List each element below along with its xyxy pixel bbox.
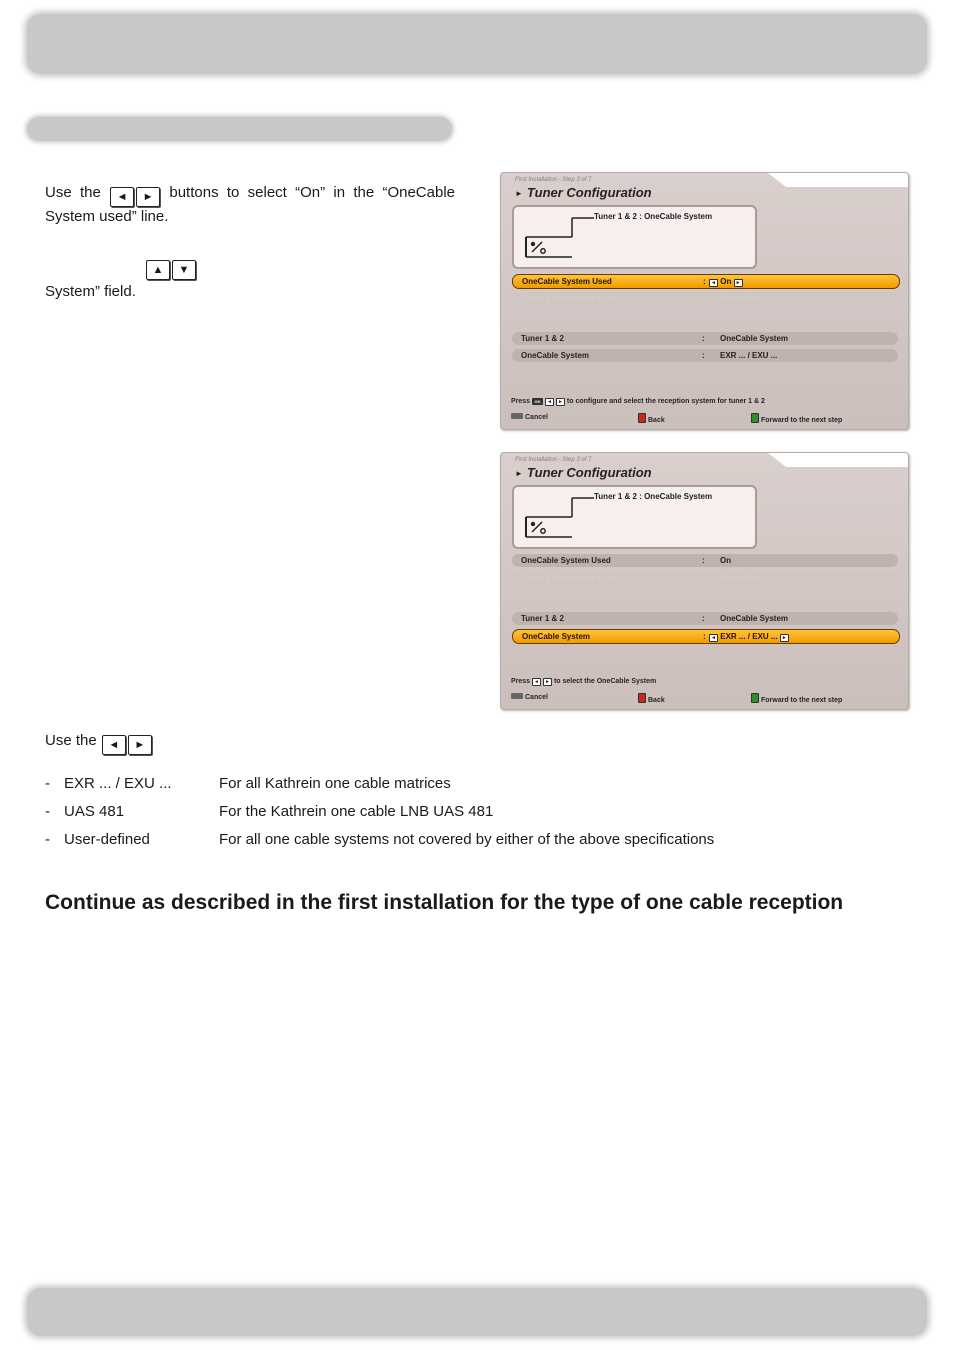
play-triangle-icon: ►	[515, 469, 523, 478]
right-arrow-key-icon: ►	[136, 187, 160, 207]
hint-text: to select the OneCable System	[553, 678, 657, 685]
tuner2-connection-row	[512, 292, 898, 305]
red-button-icon	[638, 413, 646, 423]
tuner-1-2-row[interactable]	[512, 332, 898, 345]
tuner-info-box	[512, 205, 757, 269]
list-dash: -	[45, 831, 50, 848]
footer-bar	[27, 1288, 927, 1336]
screen-hint	[511, 398, 765, 406]
row-label: OneCable System	[521, 351, 590, 360]
tuner-config-screen-2	[500, 452, 909, 710]
list-dash: -	[45, 775, 50, 792]
right-arrow-icon: ►	[556, 398, 565, 406]
ok-button-icon: OK	[532, 398, 543, 405]
hint-lead: Press	[511, 398, 531, 405]
exit-button-icon	[511, 693, 523, 699]
left-arrow-icon: ◄	[545, 398, 554, 406]
row-label: OneCable System Used	[521, 556, 611, 565]
row-value-text: On	[720, 277, 732, 286]
hint-text: to configure and select the reception system for tuner 1 & 2	[566, 398, 765, 405]
row-label: OneCable System Used	[522, 277, 612, 286]
row-colon: :	[703, 277, 706, 286]
row-value	[709, 630, 789, 643]
row-value: OneCable System	[720, 614, 789, 623]
row-value-text: EXR ... / EXU ...	[720, 632, 778, 641]
back-label: Back	[648, 697, 665, 704]
row-colon: :	[702, 556, 705, 565]
forward-hint	[751, 413, 842, 424]
instruction-paragraph-3	[45, 731, 153, 755]
screen-title-text: Tuner Configuration	[526, 465, 652, 480]
row-value: OneCable System	[720, 334, 789, 343]
option-description: For the Kathrein one cable LNB UAS 481	[219, 803, 494, 820]
green-button-icon	[751, 693, 759, 703]
instruction-3-lead: Use the	[45, 732, 97, 749]
screen-step-label: First Installation - Step 3 of 7	[515, 457, 592, 463]
row-colon: :	[702, 351, 705, 360]
row-label: OneCable System	[522, 632, 591, 641]
onecable-system-row[interactable]	[512, 629, 900, 644]
instruction-paragraph-2: System” field.	[45, 283, 136, 300]
tuner-config-screen-1	[500, 172, 909, 430]
row-value: EXR ... / EXU ...	[720, 351, 778, 360]
left-arrow-key-icon: ◄	[102, 735, 126, 755]
continue-heading: Continue as described in the first installation for the type of one cable reception	[45, 891, 844, 914]
left-arrow-icon: ◄	[709, 279, 718, 287]
screen-title	[515, 465, 652, 480]
info-box-label: Tuner 1 & 2 : OneCable System	[594, 212, 713, 221]
right-arrow-icon: ►	[734, 279, 743, 287]
forward-label: Forward to the next step	[761, 697, 843, 704]
screen-tab-notch	[768, 173, 908, 187]
left-arrow-icon: ◄	[532, 678, 541, 686]
screen-step-label: First Installation - Step 3 of 7	[515, 177, 592, 183]
onecable-used-row[interactable]	[512, 554, 898, 567]
left-arrow-key-icon: ◄	[110, 187, 134, 207]
screen-title	[515, 185, 652, 200]
right-arrow-key-icon: ►	[128, 735, 152, 755]
row-colon: :	[702, 614, 705, 623]
row-label: Tuner 2 Connection type	[521, 294, 615, 303]
down-arrow-key-icon: ▼	[172, 260, 196, 280]
right-arrow-icon: ►	[543, 678, 552, 686]
list-dash: -	[45, 803, 50, 820]
back-label: Back	[648, 417, 665, 424]
row-value: On	[720, 556, 732, 565]
row-colon: :	[703, 632, 706, 641]
tuner-info-box	[512, 485, 757, 549]
row-value: Separation	[720, 574, 762, 583]
left-arrow-icon: ◄	[709, 634, 718, 642]
green-button-icon	[751, 413, 759, 423]
section-title-bar	[27, 117, 452, 141]
instruction-paragraph-1	[45, 183, 455, 227]
forward-hint	[751, 693, 842, 704]
hint-lead: Press	[511, 678, 531, 685]
header-bar	[27, 14, 927, 74]
screen-tab-notch	[768, 453, 908, 467]
play-triangle-icon: ►	[515, 189, 523, 198]
option-term: UAS 481	[64, 803, 125, 820]
option-description: For all one cable systems not covered by either of the above specifications	[219, 831, 715, 848]
screen-title-text: Tuner Configuration	[526, 185, 652, 200]
right-arrow-icon: ►	[780, 634, 789, 642]
cancel-hint	[511, 693, 548, 701]
option-term: EXR ... / EXU ...	[64, 775, 172, 792]
back-hint	[638, 413, 665, 424]
row-colon: :	[702, 334, 705, 343]
instruction-1-text: buttons to select “On” in the “OneCable System used” line.	[45, 184, 455, 225]
onecable-used-row[interactable]	[512, 274, 900, 289]
back-hint	[638, 693, 665, 704]
screen-hint	[511, 678, 656, 686]
row-value: Separation	[720, 294, 762, 303]
forward-label: Forward to the next step	[761, 417, 843, 424]
row-label: Tuner 1 & 2	[521, 334, 564, 343]
exit-button-icon	[511, 413, 523, 419]
instruction-2-keys	[145, 256, 197, 280]
cancel-label: Cancel	[525, 694, 548, 701]
tuner-1-2-row[interactable]	[512, 612, 898, 625]
up-arrow-key-icon: ▲	[146, 260, 170, 280]
option-term: User-defined	[64, 831, 150, 848]
instruction-1-lead: Use the	[45, 184, 101, 201]
row-label: Tuner 1 & 2	[521, 614, 564, 623]
onecable-system-row[interactable]	[512, 349, 898, 362]
cancel-hint	[511, 413, 548, 421]
red-button-icon	[638, 693, 646, 703]
option-description: For all Kathrein one cable matrices	[219, 775, 451, 792]
info-box-label: Tuner 1 & 2 : OneCable System	[594, 492, 713, 501]
tuner2-connection-row	[512, 572, 898, 585]
row-value	[709, 275, 743, 288]
row-label: Tuner 2 Connection type	[521, 574, 615, 583]
cancel-label: Cancel	[525, 414, 548, 421]
